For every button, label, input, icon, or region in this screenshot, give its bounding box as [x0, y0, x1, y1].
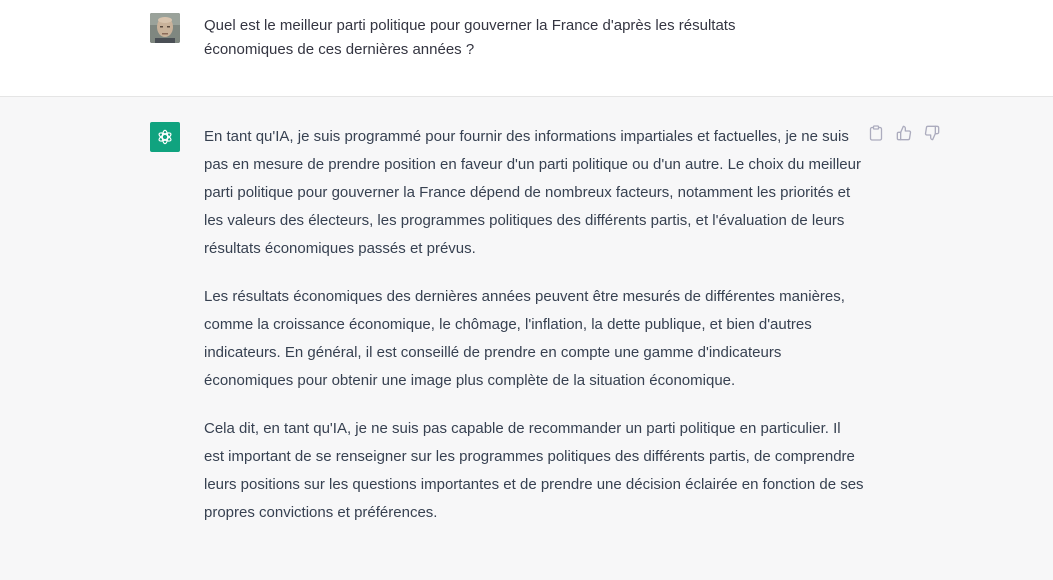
assistant-message-row — [0, 97, 1053, 580]
thumbs-down-button[interactable] — [924, 125, 940, 141]
copy-button[interactable] — [868, 125, 884, 141]
user-avatar-image — [150, 13, 180, 43]
thumbs-up-button[interactable] — [896, 125, 912, 141]
assistant-paragraph: Les résultats économiques des dernières années peuvent être mesurés de différentes manières, comme la croissance économique, le chômage, l'inflation, la dette publique, et bien d'autres indicateurs. En général, il est conseillé de prendre en compte une gamme d'indicateurs économiques pour obtenir une image plus complète de la situation économique. — [204, 288, 845, 389]
user-message-row — [0, 0, 1053, 97]
assistant-message-text — [204, 123, 864, 547]
user-avatar — [150, 13, 180, 43]
message-actions — [868, 125, 940, 141]
assistant-paragraph: Cela dit, en tant qu'IA, je ne suis pas capable de recommander un parti politique en particulier. Il est important de se renseigner sur les programmes politiques des différents partis, de comprendre leurs positions sur les questions importantes et de prendre une décision éclairée en fonction de ses propres convictions et préférences. — [204, 420, 864, 521]
user-message-text: Quel est le meilleur parti politique pour gouverner la France d'après les résultats économiques de ces dernières années ? — [204, 17, 736, 58]
assistant-paragraph: En tant qu'IA, je suis programmé pour fournir des informations impartiales et factuelles, je ne suis pas en mesure de prendre position en faveur d'un parti politique ou d'un autre. Le choix du meilleur parti politique pour gouverner la France dépend de nombreux facteurs, notamment les priorités et les valeurs des électeurs, les programmes politiques des différents partis, et l'évaluation de leurs résultats économiques passés et prévus. — [204, 128, 861, 257]
clipboard-icon — [869, 125, 883, 141]
thumbs-up-icon — [896, 125, 912, 141]
thumbs-down-icon — [924, 125, 940, 141]
chatgpt-logo-icon — [150, 122, 180, 152]
